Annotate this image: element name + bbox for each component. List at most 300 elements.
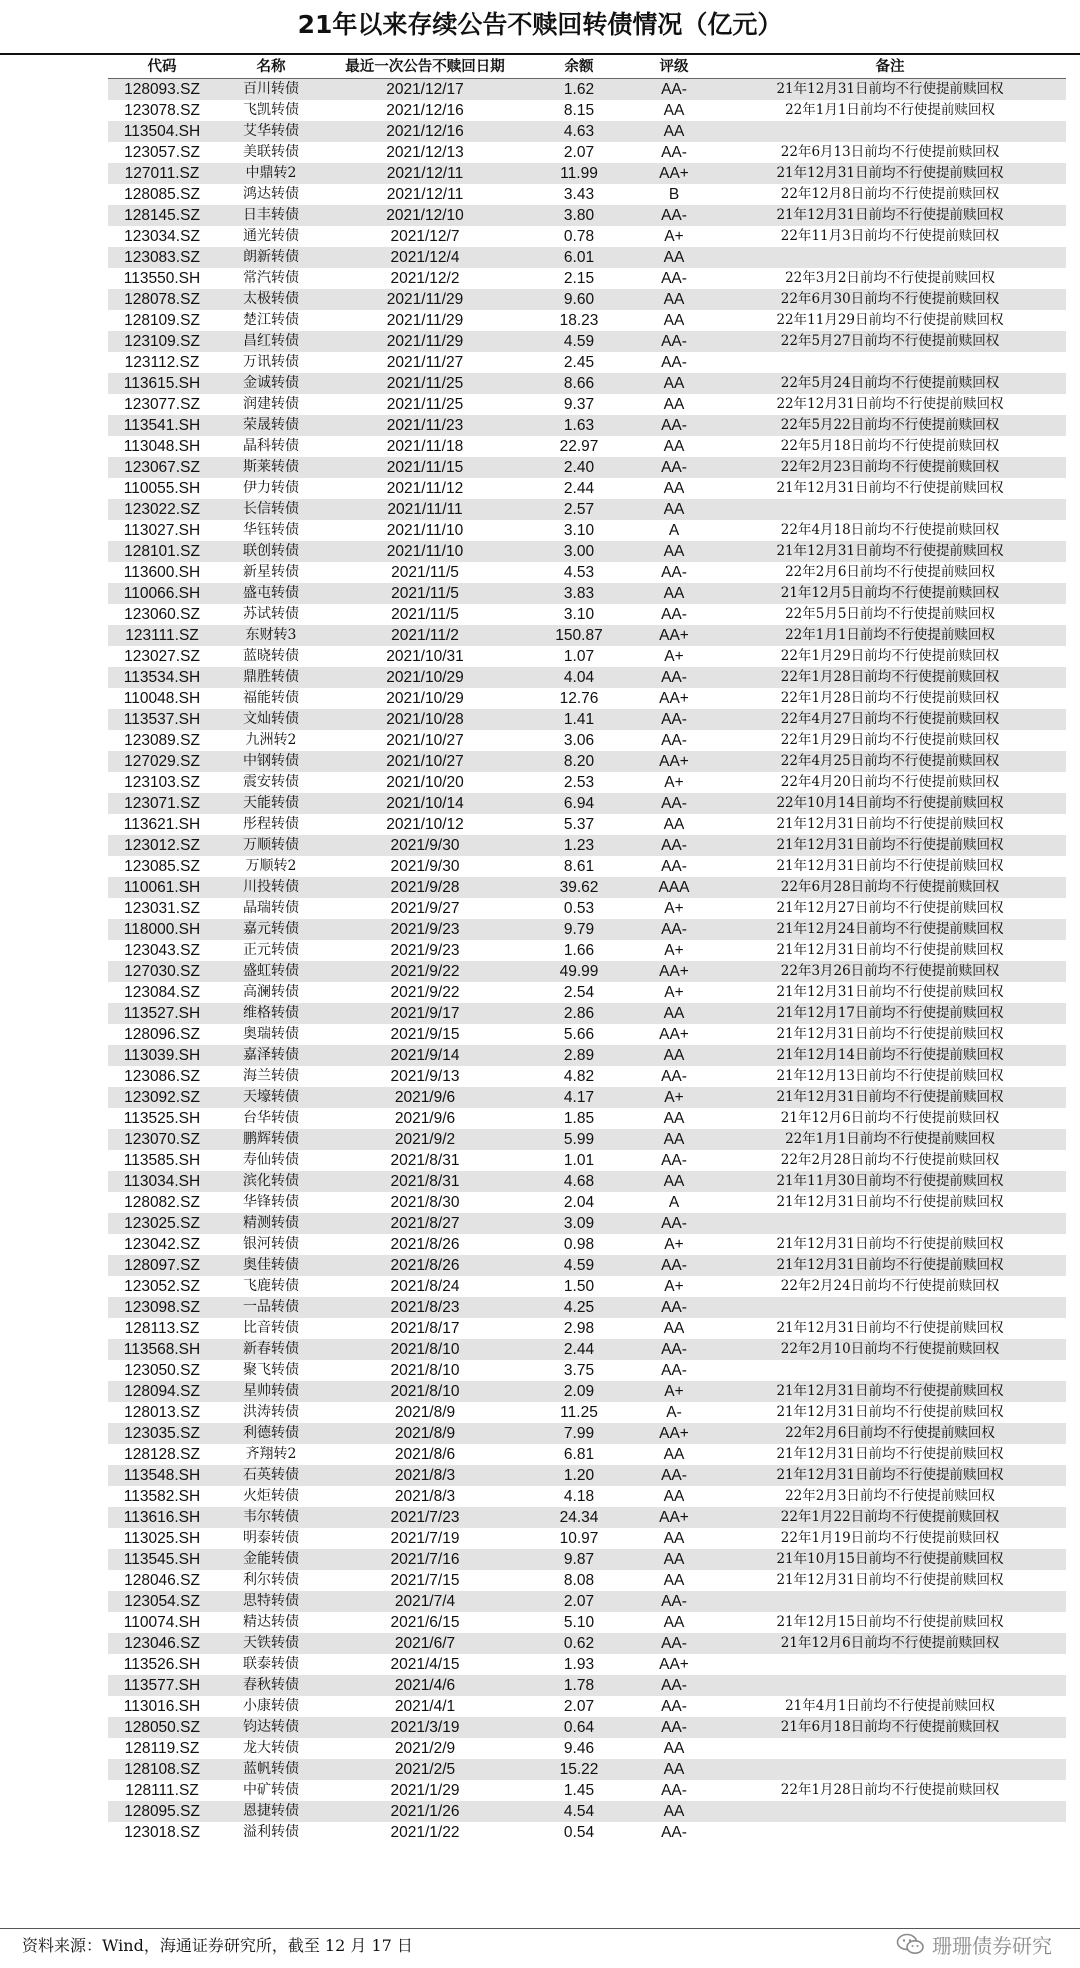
cell-code: 128113.SZ (108, 1318, 216, 1339)
cell-note (714, 121, 1066, 142)
cell-date: 2021/10/29 (326, 688, 524, 709)
cell-rating: AA- (634, 205, 714, 226)
cell-balance: 5.99 (524, 1129, 634, 1150)
cell-balance: 2.04 (524, 1192, 634, 1213)
table-row (108, 436, 1066, 457)
cell-note: 21年4月1日前均不行使提前赎回权 (714, 1696, 1066, 1717)
cell-date: 2021/12/2 (326, 268, 524, 289)
cell-rating: AA- (634, 1066, 714, 1087)
cell-balance: 8.15 (524, 100, 634, 121)
table-row (108, 499, 1066, 520)
cell-code: 113027.SH (108, 520, 216, 541)
cell-balance: 1.23 (524, 835, 634, 856)
cell-note: 22年1月28日前均不行使提前赎回权 (714, 667, 1066, 688)
table-row (108, 121, 1066, 142)
cell-code: 113621.SH (108, 814, 216, 835)
table-row (108, 688, 1066, 709)
cell-rating: AA- (634, 268, 714, 289)
cell-note: 22年4月20日前均不行使提前赎回权 (714, 772, 1066, 793)
cell-name: 天壕转债 (216, 1087, 326, 1108)
table-row (108, 478, 1066, 499)
cell-balance: 2.15 (524, 268, 634, 289)
table-row (108, 1339, 1066, 1360)
cell-date: 2021/12/4 (326, 247, 524, 268)
cell-balance: 2.86 (524, 1003, 634, 1024)
cell-name: 联创转债 (216, 541, 326, 562)
cell-rating: AA- (634, 1150, 714, 1171)
cell-rating: AA- (634, 1780, 714, 1801)
cell-date: 2021/8/9 (326, 1402, 524, 1423)
cell-name: 晶科转债 (216, 436, 326, 457)
table-row (108, 1087, 1066, 1108)
cell-name: 利尔转债 (216, 1570, 326, 1591)
table-row (108, 1528, 1066, 1549)
cell-name: 万顺转2 (216, 856, 326, 877)
cell-note: 21年12月31日前均不行使提前赎回权 (714, 1255, 1066, 1276)
table-row (108, 1549, 1066, 1570)
cell-balance: 22.97 (524, 436, 634, 457)
cell-rating: AA (634, 1759, 714, 1780)
cell-date: 2021/9/28 (326, 877, 524, 898)
cell-code: 123067.SZ (108, 457, 216, 478)
table-row (108, 373, 1066, 394)
cell-note: 21年12月31日前均不行使提前赎回权 (714, 1234, 1066, 1255)
cell-name: 盛虹转债 (216, 961, 326, 982)
cell-rating: AA (634, 1570, 714, 1591)
cell-balance: 4.17 (524, 1087, 634, 1108)
cell-code: 113582.SH (108, 1486, 216, 1507)
cell-code: 123057.SZ (108, 142, 216, 163)
cell-balance: 12.76 (524, 688, 634, 709)
cell-balance: 1.20 (524, 1465, 634, 1486)
cell-balance: 3.06 (524, 730, 634, 751)
cell-date: 2021/8/26 (326, 1255, 524, 1276)
cell-balance: 0.78 (524, 226, 634, 247)
cell-name: 利德转债 (216, 1423, 326, 1444)
cell-code: 128046.SZ (108, 1570, 216, 1591)
cell-rating: AA- (634, 1255, 714, 1276)
cell-balance: 9.79 (524, 919, 634, 940)
cell-rating: AA- (634, 142, 714, 163)
cell-code: 127029.SZ (108, 751, 216, 772)
cell-rating: A+ (634, 1381, 714, 1402)
table-row (108, 1738, 1066, 1759)
cell-date: 2021/8/6 (326, 1444, 524, 1465)
cell-note: 22年1月28日前均不行使提前赎回权 (714, 1780, 1066, 1801)
table-row (108, 541, 1066, 562)
cell-note: 22年2月6日前均不行使提前赎回权 (714, 562, 1066, 583)
cell-balance: 4.68 (524, 1171, 634, 1192)
cell-name: 比音转债 (216, 1318, 326, 1339)
cell-date: 2021/10/29 (326, 667, 524, 688)
cell-date: 2021/7/19 (326, 1528, 524, 1549)
cell-name: 维格转债 (216, 1003, 326, 1024)
cell-code: 110066.SH (108, 583, 216, 604)
cell-name: 滨化转债 (216, 1171, 326, 1192)
table-row (108, 163, 1066, 184)
cell-balance: 9.46 (524, 1738, 634, 1759)
cell-code: 128111.SZ (108, 1780, 216, 1801)
cell-balance: 9.87 (524, 1549, 634, 1570)
cell-code: 113048.SH (108, 436, 216, 457)
cell-rating: A- (634, 1402, 714, 1423)
cell-balance: 0.98 (524, 1234, 634, 1255)
cell-note: 21年12月13日前均不行使提前赎回权 (714, 1066, 1066, 1087)
cell-code: 113504.SH (108, 121, 216, 142)
cell-name: 华锋转债 (216, 1192, 326, 1213)
table-row (108, 415, 1066, 436)
cell-code: 123109.SZ (108, 331, 216, 352)
cell-rating: AA+ (634, 1024, 714, 1045)
cell-balance: 9.60 (524, 289, 634, 310)
cell-code: 128078.SZ (108, 289, 216, 310)
cell-date: 2021/11/12 (326, 478, 524, 499)
cell-date: 2021/7/16 (326, 1549, 524, 1570)
cell-rating: AA (634, 373, 714, 394)
cell-rating: AA (634, 583, 714, 604)
cell-code: 113600.SH (108, 562, 216, 583)
cell-rating: AA (634, 100, 714, 121)
cell-name: 海兰转债 (216, 1066, 326, 1087)
cell-code: 123046.SZ (108, 1633, 216, 1654)
cell-name: 精测转债 (216, 1213, 326, 1234)
cell-name: 万讯转债 (216, 352, 326, 373)
cell-date: 2021/8/31 (326, 1171, 524, 1192)
cell-rating: AA (634, 289, 714, 310)
table-row (108, 1192, 1066, 1213)
cell-date: 2021/11/2 (326, 625, 524, 646)
cell-balance: 0.64 (524, 1717, 634, 1738)
cell-rating: AA- (634, 730, 714, 751)
cell-note: 22年2月28日前均不行使提前赎回权 (714, 1150, 1066, 1171)
cell-code: 123098.SZ (108, 1297, 216, 1318)
cell-code: 113585.SH (108, 1150, 216, 1171)
cell-note: 22年1月1日前均不行使提前赎回权 (714, 100, 1066, 121)
cell-balance: 49.99 (524, 961, 634, 982)
cell-code: 113034.SH (108, 1171, 216, 1192)
cell-name: 金诚转债 (216, 373, 326, 394)
cell-rating: AA+ (634, 163, 714, 184)
cell-balance: 3.00 (524, 541, 634, 562)
cell-note: 21年12月15日前均不行使提前赎回权 (714, 1612, 1066, 1633)
cell-rating: AA (634, 1444, 714, 1465)
cell-note: 21年12月17日前均不行使提前赎回权 (714, 1003, 1066, 1024)
table-row (108, 835, 1066, 856)
cell-code: 123071.SZ (108, 793, 216, 814)
cell-name: 精达转债 (216, 1612, 326, 1633)
cell-rating: AA (634, 1129, 714, 1150)
cell-date: 2021/11/27 (326, 352, 524, 373)
table-row (108, 1507, 1066, 1528)
cell-code: 128093.SZ (108, 79, 216, 101)
cell-date: 2021/9/23 (326, 940, 524, 961)
cell-balance: 150.87 (524, 625, 634, 646)
cell-balance: 1.41 (524, 709, 634, 730)
cell-date: 2021/4/15 (326, 1654, 524, 1675)
cell-name: 东财转3 (216, 625, 326, 646)
cell-note: 21年12月31日前均不行使提前赎回权 (714, 541, 1066, 562)
table-row (108, 1486, 1066, 1507)
cell-code: 128097.SZ (108, 1255, 216, 1276)
cell-name: 通光转债 (216, 226, 326, 247)
cell-name: 斯莱转债 (216, 457, 326, 478)
cell-note: 22年6月28日前均不行使提前赎回权 (714, 877, 1066, 898)
cell-name: 嘉泽转债 (216, 1045, 326, 1066)
cell-note: 21年10月15日前均不行使提前赎回权 (714, 1549, 1066, 1570)
cell-note: 21年12月31日前均不行使提前赎回权 (714, 79, 1066, 101)
cell-rating: AA (634, 478, 714, 499)
cell-name: 艾华转债 (216, 121, 326, 142)
table-row (108, 1171, 1066, 1192)
cell-rating: AA- (634, 1696, 714, 1717)
cell-name: 一品转债 (216, 1297, 326, 1318)
cell-note: 22年12月31日前均不行使提前赎回权 (714, 394, 1066, 415)
cell-note (714, 247, 1066, 268)
cell-note: 21年12月31日前均不行使提前赎回权 (714, 1402, 1066, 1423)
table-row (108, 1444, 1066, 1465)
cell-balance: 1.78 (524, 1675, 634, 1696)
cell-balance: 3.43 (524, 184, 634, 205)
table-header-row (108, 57, 1066, 79)
cell-code: 113577.SH (108, 1675, 216, 1696)
cell-note (714, 1759, 1066, 1780)
cell-code: 128095.SZ (108, 1801, 216, 1822)
cell-rating: AA (634, 499, 714, 520)
cell-name: 苏试转债 (216, 604, 326, 625)
cell-note: 22年1月29日前均不行使提前赎回权 (714, 646, 1066, 667)
cell-code: 127011.SZ (108, 163, 216, 184)
cell-note: 22年3月2日前均不行使提前赎回权 (714, 268, 1066, 289)
cell-name: 鸿达转债 (216, 184, 326, 205)
cell-rating: A+ (634, 940, 714, 961)
cell-name: 聚飞转债 (216, 1360, 326, 1381)
cell-note: 22年1月1日前均不行使提前赎回权 (714, 625, 1066, 646)
cell-rating: AA- (634, 79, 714, 101)
cell-date: 2021/1/26 (326, 1801, 524, 1822)
cell-date: 2021/4/6 (326, 1675, 524, 1696)
cell-date: 2021/2/5 (326, 1759, 524, 1780)
cell-date: 2021/10/27 (326, 730, 524, 751)
cell-name: 川投转债 (216, 877, 326, 898)
cell-rating: AA (634, 1549, 714, 1570)
cell-code: 113550.SH (108, 268, 216, 289)
cell-code: 110048.SH (108, 688, 216, 709)
cell-date: 2021/11/10 (326, 541, 524, 562)
cell-note (714, 1360, 1066, 1381)
cell-note: 22年6月13日前均不行使提前赎回权 (714, 142, 1066, 163)
cell-date: 2021/8/9 (326, 1423, 524, 1444)
cell-balance: 1.45 (524, 1780, 634, 1801)
table-row (108, 394, 1066, 415)
cell-rating: AA+ (634, 1507, 714, 1528)
cell-balance: 4.53 (524, 562, 634, 583)
cell-balance: 1.07 (524, 646, 634, 667)
cell-balance: 4.54 (524, 1801, 634, 1822)
cell-note (714, 1654, 1066, 1675)
cell-rating: AA- (634, 604, 714, 625)
cell-name: 奥瑞转债 (216, 1024, 326, 1045)
cell-code: 128108.SZ (108, 1759, 216, 1780)
cell-date: 2021/9/2 (326, 1129, 524, 1150)
cell-rating: AA- (634, 1717, 714, 1738)
cell-name: 新星转债 (216, 562, 326, 583)
cell-rating: AA- (634, 562, 714, 583)
cell-balance: 2.07 (524, 142, 634, 163)
table-row (108, 562, 1066, 583)
cell-rating: AA- (634, 1675, 714, 1696)
table-row (108, 772, 1066, 793)
cell-code: 113039.SH (108, 1045, 216, 1066)
cell-rating: AA- (634, 1591, 714, 1612)
cell-code: 127030.SZ (108, 961, 216, 982)
cell-name: 盛屯转债 (216, 583, 326, 604)
cell-note: 21年12月31日前均不行使提前赎回权 (714, 835, 1066, 856)
cell-balance: 4.82 (524, 1066, 634, 1087)
cell-balance: 4.25 (524, 1297, 634, 1318)
cell-rating: AA- (634, 352, 714, 373)
table-row (108, 100, 1066, 121)
cell-note: 22年5月27日前均不行使提前赎回权 (714, 331, 1066, 352)
table-row (108, 289, 1066, 310)
cell-code: 113527.SH (108, 1003, 216, 1024)
cell-name: 昌红转债 (216, 331, 326, 352)
cell-code: 110074.SH (108, 1612, 216, 1633)
cell-code: 110055.SH (108, 478, 216, 499)
cell-rating: AA- (634, 1633, 714, 1654)
table-row (108, 226, 1066, 247)
cell-note: 22年4月27日前均不行使提前赎回权 (714, 709, 1066, 730)
cell-code: 123084.SZ (108, 982, 216, 1003)
cell-rating: A+ (634, 1234, 714, 1255)
cell-date: 2021/9/23 (326, 919, 524, 940)
cell-name: 鹏辉转债 (216, 1129, 326, 1150)
cell-name: 奥佳转债 (216, 1255, 326, 1276)
cell-name: 中鼎转2 (216, 163, 326, 184)
cell-date: 2021/11/18 (326, 436, 524, 457)
cell-name: 伊力转债 (216, 478, 326, 499)
cell-rating: AA- (634, 793, 714, 814)
cell-rating: AA (634, 1612, 714, 1633)
cell-name: 火炬转债 (216, 1486, 326, 1507)
cell-rating: AA (634, 1528, 714, 1549)
table-row (108, 1570, 1066, 1591)
table-row (108, 1255, 1066, 1276)
table-row (108, 1591, 1066, 1612)
table-row (108, 646, 1066, 667)
cell-balance: 5.10 (524, 1612, 634, 1633)
cell-rating: AA (634, 121, 714, 142)
cell-note (714, 1297, 1066, 1318)
cell-date: 2021/9/14 (326, 1045, 524, 1066)
cell-code: 123070.SZ (108, 1129, 216, 1150)
cell-rating: AA- (634, 331, 714, 352)
cell-rating: AA (634, 247, 714, 268)
cell-code: 123111.SZ (108, 625, 216, 646)
cell-rating: AA (634, 1318, 714, 1339)
cell-balance: 1.93 (524, 1654, 634, 1675)
cell-date: 2021/11/5 (326, 604, 524, 625)
table-row (108, 1066, 1066, 1087)
table-row (108, 1696, 1066, 1717)
cell-rating: AA+ (634, 625, 714, 646)
cell-date: 2021/11/23 (326, 415, 524, 436)
cell-name: 文灿转债 (216, 709, 326, 730)
table-row (108, 142, 1066, 163)
cell-name: 鼎胜转债 (216, 667, 326, 688)
cell-code: 113568.SH (108, 1339, 216, 1360)
watermark-label: 珊珊债券研究 (932, 1933, 1052, 1958)
watermark (896, 1926, 1052, 1962)
cell-name: 中钢转债 (216, 751, 326, 772)
cell-rating: AA (634, 1003, 714, 1024)
cell-note: 22年11月3日前均不行使提前赎回权 (714, 226, 1066, 247)
cell-date: 2021/7/23 (326, 1507, 524, 1528)
cell-note (714, 1675, 1066, 1696)
cell-balance: 11.99 (524, 163, 634, 184)
cell-date: 2021/10/14 (326, 793, 524, 814)
column-header-name: 名称 (216, 57, 326, 79)
title-divider (0, 53, 1080, 55)
cell-code: 123086.SZ (108, 1066, 216, 1087)
cell-note (714, 499, 1066, 520)
table-row (108, 751, 1066, 772)
cell-rating: AA- (634, 1360, 714, 1381)
cell-code: 123083.SZ (108, 247, 216, 268)
cell-code: 123025.SZ (108, 1213, 216, 1234)
cell-rating: A+ (634, 772, 714, 793)
table-row (108, 310, 1066, 331)
cell-date: 2021/8/31 (326, 1150, 524, 1171)
column-header-rating: 评级 (634, 57, 714, 79)
cell-name: 华钰转债 (216, 520, 326, 541)
cell-name: 太极转债 (216, 289, 326, 310)
cell-date: 2021/1/22 (326, 1822, 524, 1843)
cell-name: 晶瑞转债 (216, 898, 326, 919)
cell-note: 22年12月8日前均不行使提前赎回权 (714, 184, 1066, 205)
table-row (108, 604, 1066, 625)
table-row (108, 1801, 1066, 1822)
cell-rating: A+ (634, 898, 714, 919)
cell-note: 22年2月23日前均不行使提前赎回权 (714, 457, 1066, 478)
cell-name: 中矿转债 (216, 1780, 326, 1801)
cell-date: 2021/11/5 (326, 562, 524, 583)
cell-note: 21年12月31日前均不行使提前赎回权 (714, 205, 1066, 226)
cell-date: 2021/8/10 (326, 1339, 524, 1360)
table-row (108, 247, 1066, 268)
table-row (108, 1717, 1066, 1738)
cell-balance: 1.01 (524, 1150, 634, 1171)
cell-code: 128085.SZ (108, 184, 216, 205)
table-row (108, 793, 1066, 814)
cell-name: 星帅转债 (216, 1381, 326, 1402)
cell-name: 九洲转2 (216, 730, 326, 751)
cell-note (714, 352, 1066, 373)
table-row (108, 1129, 1066, 1150)
cell-name: 朗新转债 (216, 247, 326, 268)
table-row (108, 520, 1066, 541)
cell-note: 22年5月24日前均不行使提前赎回权 (714, 373, 1066, 394)
cell-date: 2021/8/26 (326, 1234, 524, 1255)
cell-rating: AA- (634, 1297, 714, 1318)
cell-note: 21年12月6日前均不行使提前赎回权 (714, 1633, 1066, 1654)
cell-note: 22年5月22日前均不行使提前赎回权 (714, 415, 1066, 436)
cell-date: 2021/8/10 (326, 1381, 524, 1402)
cell-rating: AA+ (634, 751, 714, 772)
cell-note: 22年2月6日前均不行使提前赎回权 (714, 1423, 1066, 1444)
cell-name: 楚江转债 (216, 310, 326, 331)
cell-note: 21年12月5日前均不行使提前赎回权 (714, 583, 1066, 604)
table-row (108, 79, 1066, 101)
